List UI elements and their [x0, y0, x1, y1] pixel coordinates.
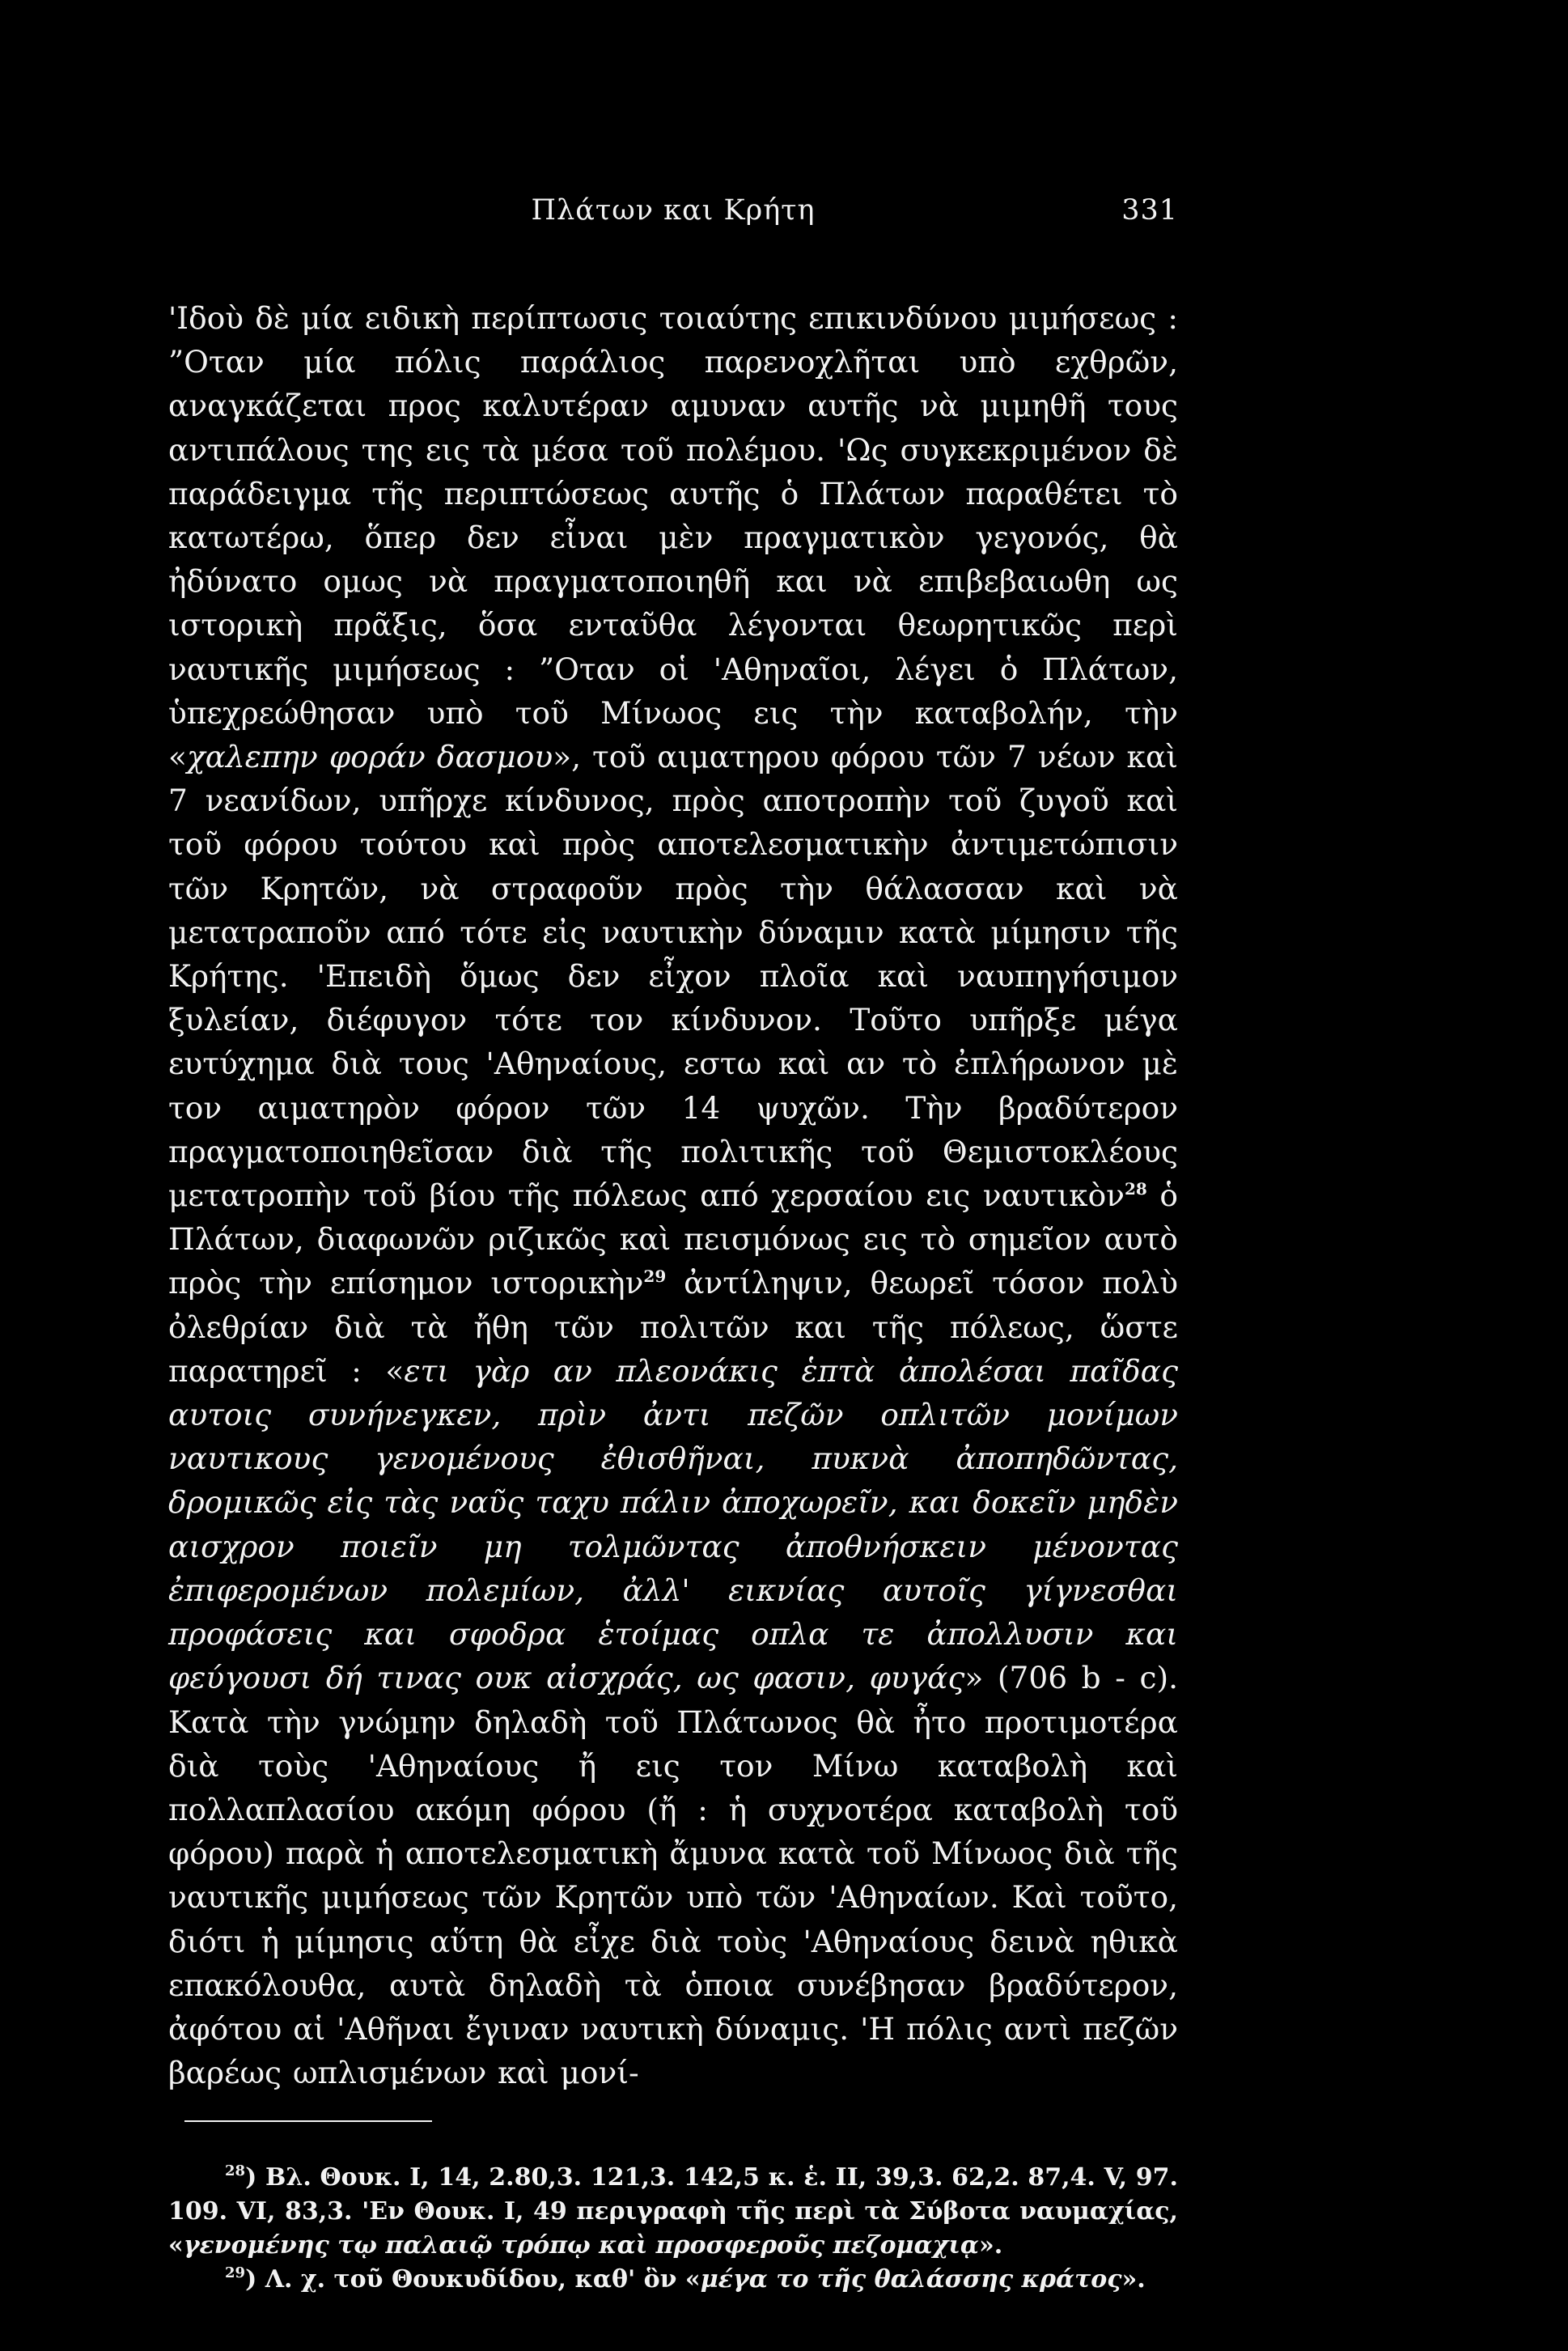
footnote-separator [184, 2120, 432, 2122]
body-paragraph [168, 296, 1178, 2094]
footnote [168, 2263, 1178, 2297]
footnote-ref: 29 [643, 1267, 667, 1287]
footnote [168, 2161, 1178, 2263]
running-head [168, 194, 1178, 243]
quoted-phrase: χαλεπην φοράν δασμου [186, 739, 553, 775]
book-page [168, 194, 1178, 2297]
quoted-passage: ετι γὰρ αν πλεονάκις ἑπτὰ ἀπολέσαι παῖδας αυτοις συνήνεγκεν, πρὶν ἀντι πεζῶν οπλιτῶν μονίμων ναυτικους γενομένους ἐθισθῆναι, πυκνὰ ἀποπηδῶντας, δρομικῶς εἰς τὰς ναῦς ταχυ πάλιν ἀποχωρεῖν, και δοκεῖν μηδὲν αισχρον ποιεῖν μη τολμῶντας ἀποθνήσκειν μένοντας ἐπιφερομένων πολεμίων, ἀλλ' εικνίας αυτοῖς γίγνεσθαι προφάσεις και σφοδρα ἑτοίμας οπλα τε ἀπολλυσιν και φεύγουσι δή τινας ουκ αἰσχράς, ως φασιν, φυγάς [168, 1352, 1178, 1696]
main-text [168, 296, 1178, 2094]
text-segment: ὁ Πλάτων, διαφωνῶν ριζικῶς καὶ πεισμόνως εις τὸ σημεῖον αυτὸ πρὸς τὴν επίσημον ιστορικὴν [168, 1178, 1178, 1301]
footnote-ref: 28 [1124, 1179, 1147, 1199]
footnote-text: ) Βλ. Θουκ. I, 14, 2.80,3. 121,3. 142,5 κ. ἑ. II, 39,3. 62,2. 87,4. V, 97. 109. VI, 83,3. 'Εν Θουκ. I, 49 περιγραφὴ τῆς περὶ τὰ Σύβοτα ναυμαχίας, « [168, 2163, 1178, 2260]
footnotes [168, 2161, 1178, 2297]
footnote-marker: 29 [225, 2264, 246, 2282]
text-segment: » (706 b - c). Κατὰ τὴν γνώμην δηλαδὴ τοῦ Πλάτωνος θὰ ἦτο προτιμοτέρα διὰ τοὺς 'Αθηναίους ἤ εις τον Μίνω καταβολὴ καὶ πολλαπλασίου ακόμη φόρου (ἤ : ἡ συχνοτέρα καταβολὴ τοῦ φόρου) παρὰ ἡ αποτελεσματικὴ ἄμυνα κατὰ τοῦ Μίνωος διὰ τῆς ναυτικῆς μιμήσεως τῶν Κρητῶν υπὸ τῶν 'Αθηναίων. Καὶ τοῦτο, διότι ἡ μίμησις αὕτη θὰ εἶχε διὰ τοὺς 'Αθηναίους δεινὰ ηθικὰ επακόλουθα, αυτὰ δηλαδὴ τὰ ὁποια συνέβησαν βραδύτερον, ἀφότου αἱ 'Αθῆναι ἔγιναν ναυτικὴ δύναμις. 'Η πόλις αντὶ πεζῶν βαρέως ωπλισμένων καὶ μονί- [168, 1660, 1178, 2091]
footnote-marker: 28 [225, 2162, 246, 2180]
running-title: Πλάτων και Κρήτη [531, 194, 816, 227]
footnote-text: ) Λ. χ. τοῦ Θουκυδίδου, καθ' ὃν « [245, 2265, 701, 2294]
footnote-quote: μέγα το τῆς θαλάσσης κράτος [700, 2265, 1122, 2294]
text-segment: », τοῦ αιματηρου φόρου τῶν 7 νέων καὶ 7 νεανίδων, υπῆρχε κίνδυνος, πρὸς αποτροπὴν τοῦ ζυγοῦ καὶ τοῦ φόρου τούτου καὶ πρὸς αποτελεσματικὴν ἀντιμετώπισιν τῶν Κρητῶν, νὰ στραφοῦν πρὸς τὴν θάλασσαν καὶ νὰ μετατραποῦν από τότε εἰς ναυτικὴν δύναμιν κατὰ μίμησιν τῆς Κρήτης. 'Επειδὴ ὅμως δεν εἶχον πλοῖα καὶ ναυπηγήσιμον ξυλείαν, διέφυγον τότε τον κίνδυνον. Τοῦτο υπῆρξε μέγα ευτύχημα διὰ τους 'Αθηναίους, εστω καὶ αν τὸ ἐπλήρωνον μὲ τον αιματηρὸν φόρον τῶν 14 ψυχῶν. Τὴν βραδύτερον πραγματοποιηθεῖσαν διὰ τῆς πολιτικῆς τοῦ Θεμιστοκλέους μετατροπὴν τοῦ βίου τῆς πόλεως από χερσαίου εις ναυτικὸν [168, 739, 1179, 1214]
footnote-quote: γενομένης τῳ παλαιῷ τρόπῳ καὶ προσφεροῦς πεζομαχιᾳ [183, 2231, 979, 2260]
text-segment: 'Ιδοὺ δὲ μία ειδικὴ περίπτωσις τοιαύτης επικινδύνου μιμήσεως : ”Οταν μία πόλις παράλιος παρενοχλῆται υπὸ εχθρῶν, αναγκάζεται προς καλυτέραν αμυναν αυτῆς νὰ μιμηθῆ τους αντιπάλους της εις τὰ μέσα τοῦ πολέμου. 'Ως συγκεκριμένον δὲ παράδειγμα τῆς περιπτώσεως αυτῆς ὁ Πλάτων παραθέτει τὸ κατωτέρω, ὅπερ δεν εἶναι μὲν πραγματικὸν γεγονός, θὰ ἠδύνατο ομως νὰ πραγματοποιηθῆ και νὰ επιβεβαιωθη ως ιστορικὴ πρᾶξις, ὅσα ενταῦθα λέγονται θεωρητικῶς περὶ ναυτικῆς μιμήσεως : ”Οταν οἱ 'Αθηναῖοι, λέγει ὁ Πλάτων, ὑπεχρεώθησαν υπὸ τοῦ Μίνωος εις τὴν καταβολήν, τὴν « [168, 300, 1178, 775]
footnote-text: ». [1121, 2265, 1146, 2294]
footnote-text: ». [978, 2231, 1003, 2260]
text-segment: ἀντίληψιν, θεωρεῖ τόσον πολὺ ὀλεθρίαν διὰ τὰ ἤθη τῶν πολιτῶν και τῆς πόλεως, ὥστε παρατηρεῖ : « [168, 1265, 1179, 1389]
page-number: 331 [1121, 194, 1178, 227]
